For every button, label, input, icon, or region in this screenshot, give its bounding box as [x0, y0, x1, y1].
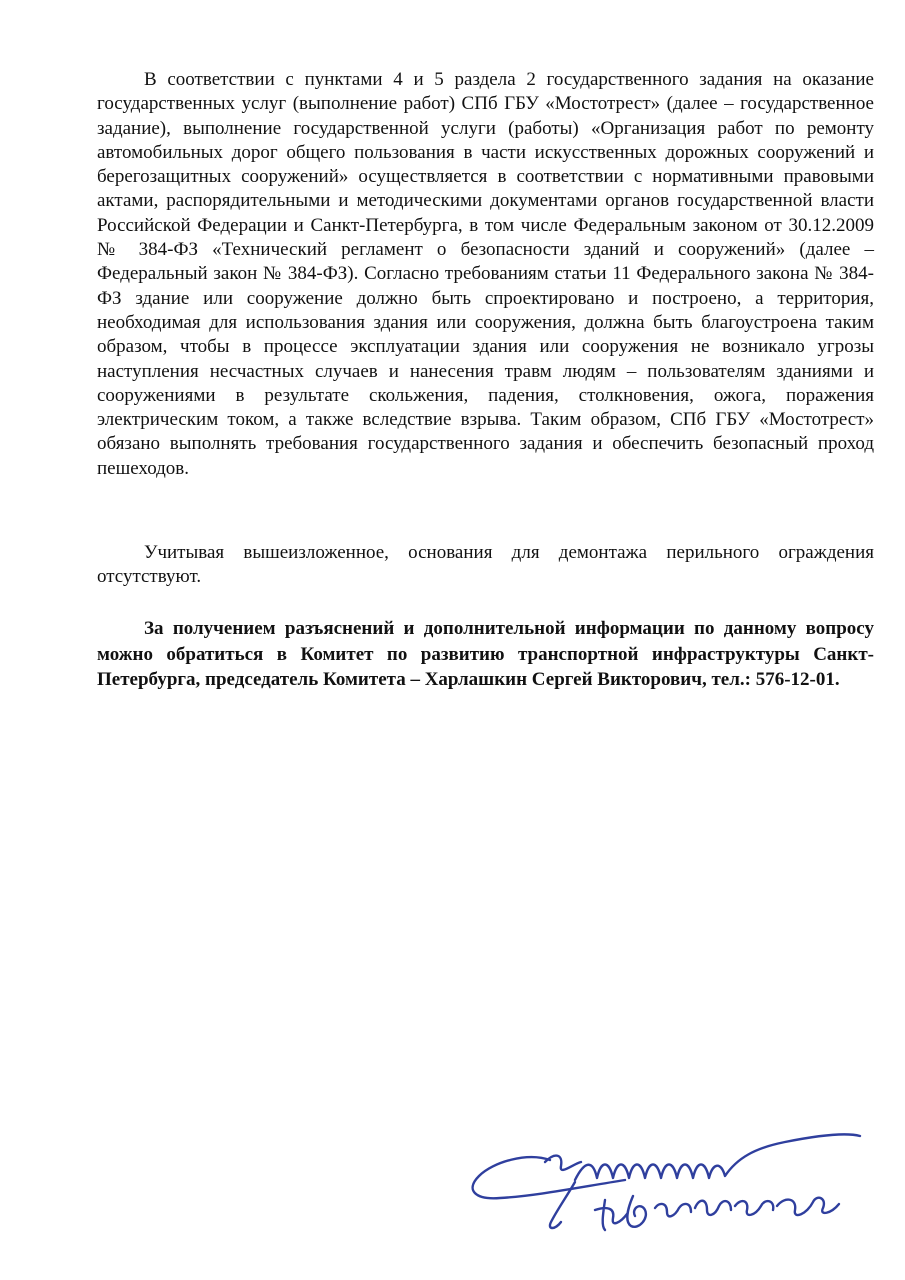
conclusion-paragraph: Учитывая вышеизложенное, основания для демонтажа перильного ограждения отсутствуют.: [97, 542, 874, 588]
main-paragraph: В соответствии с пунктами 4 и 5 раздела 2 государственного задания на оказание государственных услуг (выполнение работ) СПб ГБУ «Мостотрест» (далее – государственное задание), выполнение государственной услуги (работы) «Организация работ по ремонту автомобильных дорог общего пользования в части искусственных дорожных сооружений и берегозащитных сооружений» осуществляется в соответствии с нормативными правовыми актами, распорядительными и методическими документами органов государственной власти Российской Федерации и Санкт-Петербурга, в том числе Федеральным законом от 30.12.2009 № 384-ФЗ «Технический регламент о безопасности зданий и сооружений» (далее – Федеральный закон № 384-ФЗ). Согласно требованиям статьи 11 Федерального закона № 384-ФЗ здание или сооружение должно быть спроектировано и построено, а территория, необходимая для использования здания или сооружения, должна быть благоустроена таким образом, чтобы в процессе эксплуатации здания или сооружения не возникало угрозы наступления несчастных случаев и нанесения травм людям – пользователям зданиями и сооружениями в результате скольжения, падения, столкновения, ожога, поражения электрическим током, а также вследствие взрыва. Таким образом, СПб ГБУ «Мостотрест» обязано выполнять требования государственного задания и обеспечить безопасный проход пешеходов.: [97, 69, 874, 479]
contact-note: За получением разъяснений и дополнительной информации по данному вопросу можно обратиться в Комитет по развитию транспортной инфраструктуры Санкт-Петербурга, председатель Комитета – Харлашкин Сергей Викторович, тел.: 576-12-01.: [97, 618, 874, 690]
handwritten-signature: [455, 1118, 875, 1238]
